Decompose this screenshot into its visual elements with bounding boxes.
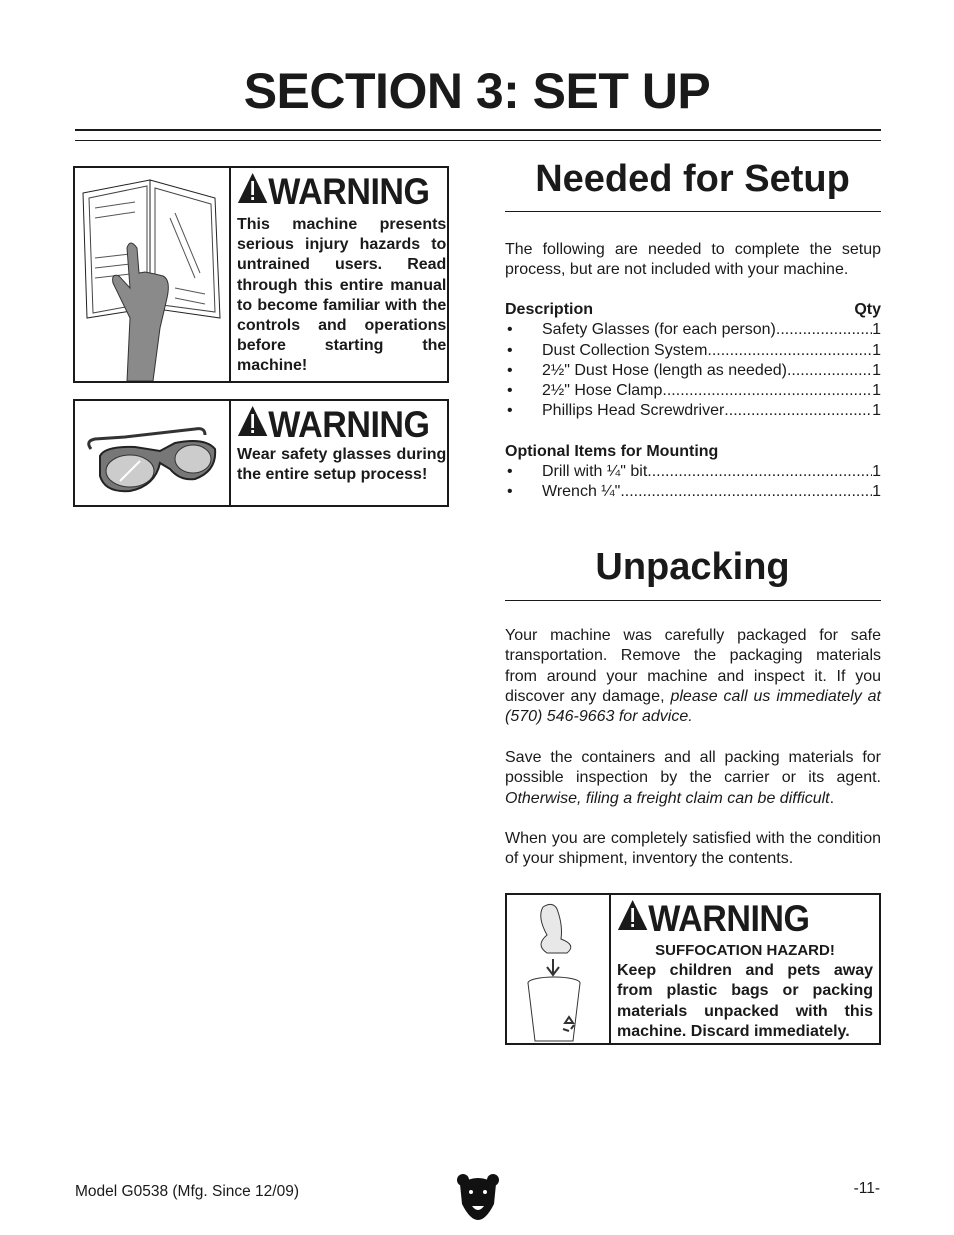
list-item: • Wrench ¼" ..... 1: [505, 482, 881, 502]
list-item: • 2½" Hose Clamp ..... 1: [505, 381, 881, 401]
warning-heading: WARNING: [237, 172, 430, 212]
warning-box-suffocation: [505, 893, 881, 1045]
unpacking-paragraph-1: Your machine was carefully packaged for safe transportation. Remove the packaging materials from around your machine and inspect it. If you discover any damage, please call us immediately at (570) 546-9663 for advice.: [505, 627, 881, 726]
warning-heading: WARNING: [617, 899, 853, 939]
title-rule-thick: [75, 129, 881, 131]
warning-box-read-manual: [73, 166, 449, 383]
list-item: • 2½" Dust Hose (length as needed) ..... 1: [505, 361, 881, 381]
warning-box-safety-glasses: [73, 399, 449, 507]
list-item: • Dust Collection System ..... 1: [505, 341, 881, 361]
warning-triangle-icon: [237, 405, 268, 445]
warning-text: Keep children and pets away from plastic bags or packing materials unpacked with this machine. Discard immediately.: [617, 962, 873, 1040]
needed-list: [505, 300, 881, 503]
warning-triangle-icon: [617, 899, 648, 939]
list-item: • Phillips Head Screwdriver ..... 1: [505, 401, 881, 421]
optional-heading: Optional Items for Mounting: [505, 442, 719, 460]
needed-intro: The following are needed to complete the setup process, but are not included with your machine.: [505, 241, 881, 279]
unpacking-heading: Unpacking: [595, 546, 790, 588]
footer-page-number: -11-: [853, 1180, 880, 1197]
safety-glasses-icon: [75, 401, 231, 505]
title-rule-thin: [75, 140, 881, 141]
warning-subheading: SUFFOCATION HAZARD!: [655, 942, 835, 959]
plastic-bag-trash-icon: [507, 895, 611, 1043]
needed-for-setup-heading: Needed for Setup: [535, 158, 850, 200]
unpacking-paragraph-2: Save the containers and all packing materials for possible inspection by the carrier or its agent. Otherwise, filing a freight claim can be difficult.: [505, 749, 881, 807]
heading-rule: [505, 211, 881, 212]
bear-logo-icon: [456, 1172, 500, 1227]
hand-reading-manual-icon: [75, 168, 231, 381]
list-item: • Safety Glasses (for each person) ..... 1: [505, 320, 881, 340]
warning-heading: WARNING: [237, 405, 430, 445]
warning-text: Wear safety glasses during the entire setup process!: [237, 446, 447, 484]
col-description: Description: [505, 301, 594, 318]
section-title: SECTION 3: SET UP: [243, 63, 711, 119]
col-qty: Qty: [854, 301, 881, 318]
unpacking-paragraph-3: When you are completely satisfied with the condition of your shipment, inventory the contents.: [505, 830, 881, 868]
warning-triangle-icon: [237, 172, 268, 212]
heading-rule: [505, 600, 881, 601]
footer-model: Model G0538 (Mfg. Since 12/09): [75, 1183, 300, 1200]
warning-text: This machine presents serious injury hazards to untrained users. Read through this entire manual to become familiar with the controls and operations before starting the machine!: [237, 216, 447, 375]
list-item: • Drill with ¼" bit ..... 1: [505, 462, 881, 482]
